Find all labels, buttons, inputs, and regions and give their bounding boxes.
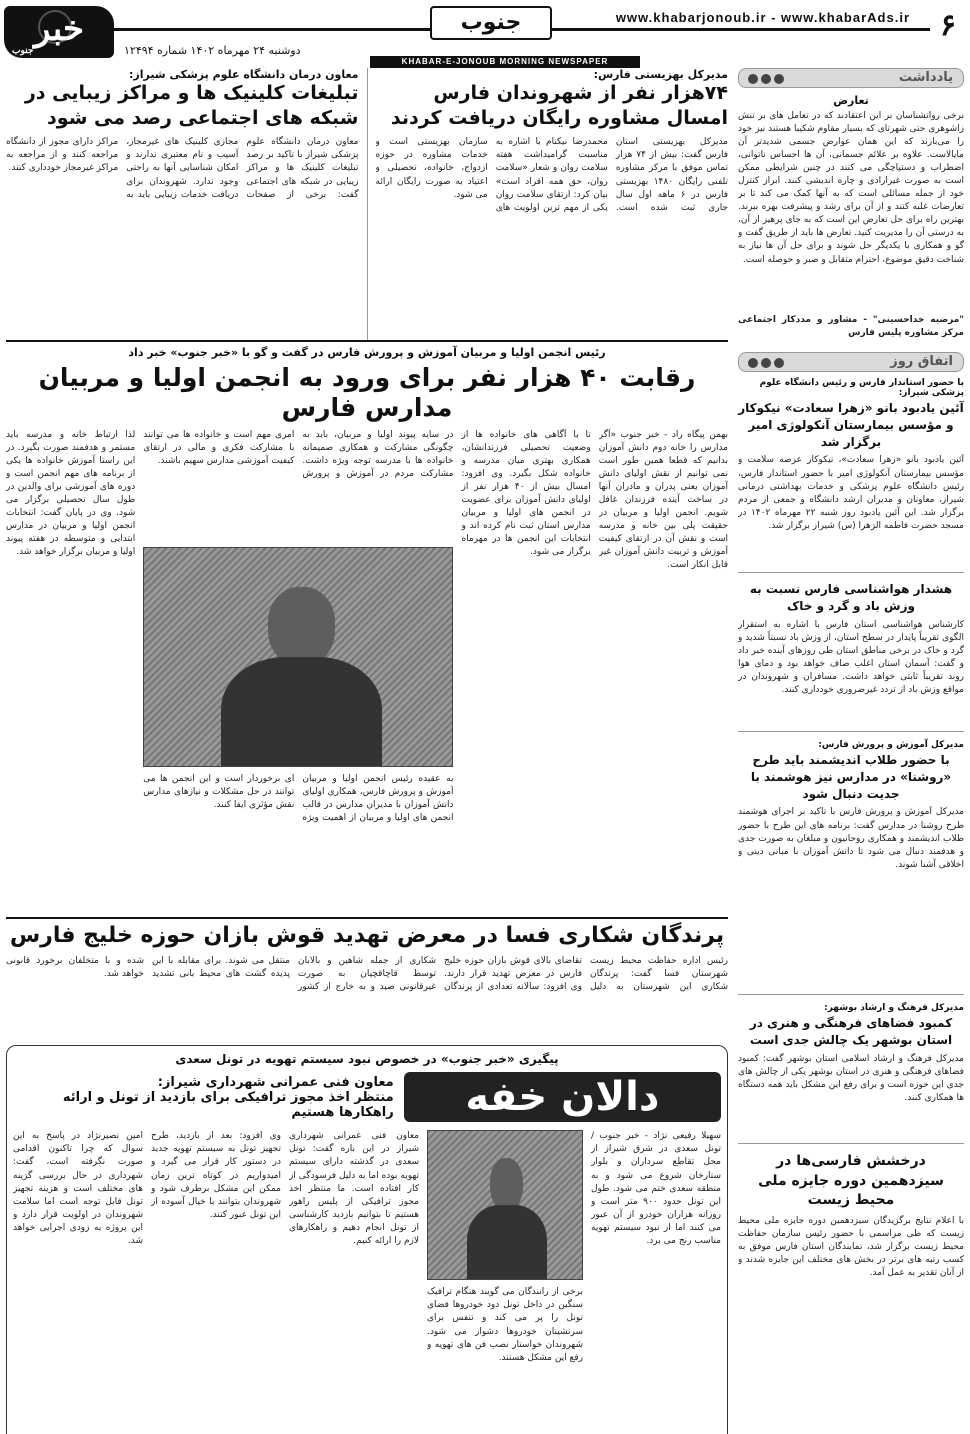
lead-photo-block	[143, 429, 453, 909]
story-right-kicker: مدیرکل بهزیستی فارس:	[593, 68, 728, 81]
masthead	[4, 6, 966, 58]
tunnel-body	[13, 1130, 721, 1434]
divider	[738, 1143, 964, 1144]
top-stories	[6, 68, 728, 340]
tunnel-photo	[427, 1130, 583, 1280]
section-title: جنوب	[430, 6, 552, 40]
globe-icon	[38, 10, 72, 44]
tunnel-subhead	[13, 1075, 394, 1120]
lead-body-1: بهمن پیگاه راد - خبر جنوب «آگر مدارس را خانه دوم دانش آموزان بدانیم که قطعا همین طور است نمی توانیم از نقش اولیای دانش آموزان یعنی پدران و مادران آنها در ساخت آینده فرزندان غافل شویم. انجمن اولیا و مربیان در حقیقت پلی بین خانه و مدرسه است و نقش آن در ارتقای کیفیت آموزش و تربیت دانش آموزان غیر قابل انکار است.	[598, 430, 728, 571]
story-right-body: مدیرکل بهزیستی استان فارس گفت: بیش از ۷۴ هزار تماس موفق با مرکز مشاوره تلفنی رایگان ۱۴۸۰ بهزیستی فارس در ۶ ماهه اول سال جاری ثبت شده است. محمدرضا نیکنام با اشاره به مناسبت گرامیداشت هفته سلامت روان و شعار «سلامت روان، حق همه افراد است» بیان کرد: ارتقای سلامت روان یکی از مهم ترین اولویت های سازمان بهزیستی است و خدمات مشاوره در حوزه ازدواج، خانواده، تحصیلی و اعتیاد به صورت رایگان ارائه می شود.	[375, 137, 728, 213]
main-column	[6, 68, 728, 1434]
story-left-body: معاون درمان دانشگاه علوم پزشکی شیراز با تاکید بر رصد تبلیغات کلینیک ها و مراکز زیبایی در شبکه های اجتماعی گفت: برخی از صفحات مجازی کلینیک های غیرمجاز، آسیب و نام معتبری ندارند و امکان شناسایی آنها به راحتی وجود ندارد. شهروندان برای دریافت خدمات زیبایی باید به مراکز دارای مجوز از دانشگاه مراجعه کنند و از مراجعه به مراکز غیرمجاز خودداری کنند.	[6, 137, 359, 200]
tunnel-body-5: امین نصیرنژاد در پاسخ به این سوال که چرا تاکنون اقدامی صورت نگرفته است، گفت: شهرداری در حال بررسی گزینه های مختلف است و هزینه تجهیز تونل قابل توجه است اما سلامت شهروندان در اولویت قرار دارد و این پروژه به زودی اجرایی خواهد شد.	[13, 1131, 143, 1246]
tunnel-sub-title: منتظر اخذ مجوز ترافیکی برای بازدید از تونل و ارائه راهکارها هستیم	[62, 1089, 394, 1120]
lead-title: رقابت ۴۰ هزار نفر برای ورود به انجمن اولیا و مربیان مدارس فارس	[38, 363, 696, 422]
notes-title: تعارض	[833, 94, 869, 107]
tunnel-body-3: معاون فنی عمرانی شهرداری شیراز در این باره گفت: تونل سعدی در گذشته دارای سیستم تهویه بوده اما به دلیل فرسودگی از کار افتاده است. ما منتظر اخذ مجوز ترافیکی از پلیس راهور هستیم تا بتوانیم بازدید کارشناسی از تونل انجام دهیم و راهکارهای لازم را ارائه کنیم.	[289, 1131, 419, 1246]
tunnel-kicker: پیگیری «خبر جنوب» در خصوص نبود سیستم تهویه در تونل سعدی	[175, 1052, 559, 1067]
body-shape	[221, 657, 381, 767]
event4-kicker: مدیرکل فرهنگ و ارشاد بوشهر:	[824, 1003, 964, 1014]
events-header	[738, 352, 964, 372]
divider	[738, 731, 964, 732]
lead-body-3: در سایه پیوند اولیا و مربیان، باید به چگونگی مشارکت و همکاری صمیمانه خانواده ها با مدرسه توجه ویژه داشت. مشارکت مردم در آموزش و پرورش امری مهم است و خانواده ها می توانند با مشارکت فکری و مالی در ارتقای کیفیت آموزشی مدارس سهیم باشند.	[143, 430, 454, 480]
events-header-label: اتفاق روز	[890, 354, 953, 370]
tunnel-head-row	[13, 1072, 721, 1122]
event3-body: مدیرکل آموزش و پرورش فارس با تاکید بر اجرای هوشمند طرح روشنا در مدارس گفت: برنامه های این طرح با حضور طلاب اندیشمند و همکاری روحانیون و مبلغان به صورت جدی و هدفمند دنبال می شود تا دانش آموزان با مبانی دینی و اخلاقی آشنا شوند.	[738, 807, 964, 870]
dots-icon	[745, 356, 784, 374]
lead-kicker: رئیس انجمن اولیا و مربیان آموزش و پرورش فارس در گفت و گو با «خبر جنوب» خبر داد	[128, 346, 606, 359]
logo-sub: جنوب	[12, 46, 34, 56]
face-shape	[490, 1158, 524, 1211]
birds-story	[6, 917, 728, 1037]
divider	[738, 572, 964, 573]
birds-body: رئیس اداره حفاظت محیط زیست شهرستان فسا گفت: پرندگان شکاری این شهرستان به دلیل تقاضای بالای قوش بازان حوزه خلیج فارس در معرض تهدید قرار دارند. وی افزود: سالانه تعدادی از پرندگان شکاری از جمله شاهین و بالابان توسط قاچاقچیان به صورت غیرقانونی صید و به خارج از کشور منتقل می شوند. برای مقابله با این پدیده گشت های محیط بانی تشدید شده و با متخلفان برخورد قانونی خواهد شد.	[6, 956, 728, 993]
lead-story	[6, 340, 728, 909]
birds-title: پرندگان شکاری فسا در معرض تهدید قوش بازان حوزه خلیج فارس	[9, 923, 725, 948]
story-right	[376, 68, 729, 340]
tunnel-big-title: دالان خفه	[404, 1072, 721, 1122]
lead-body-4: به عقیده رئیس انجمن اولیا و مربیان آموزش و پرورش فارس، همکاری اولیای دانش آموزان با مدیران مدارس در قالب انجمن های اولیا و مربیان از اهمیت ویژه ای برخوردار است و این انجمن ها می توانند در حل مشکلات و نیازهای مدارس نقش مؤثری ایفا کنند.	[143, 774, 454, 824]
english-banner: KHABAR-E-JONOUB MORNING NEWSPAPER	[370, 56, 640, 68]
event1-title: آئین یادبود بانو «زهرا سعادت» نیکوکار و مؤسس بیمارستان آنکولوژی امیر برگزار شد	[738, 401, 964, 449]
event5-title: درخشش فارسی‌ها در سیزدهمین دوره جایزه ملی محیط زیست	[758, 1153, 944, 1209]
body-shape	[467, 1205, 547, 1280]
lead-photo	[143, 547, 453, 767]
lead-body-5: لذا ارتباط خانه و مدرسه باید مستمر و هدفمند صورت بگیرد. در این راستا آموزش خانواده ها یکی از برنامه های مهم انجمن است و دوره های آموزشی برای والدین در طول سال تحصیلی برگزار می شود. وی در پایان گفت: انتخابات انجمن اولیا و مربیان در مدارس ابتدایی و متوسطه در هفته پیوند اولیا و مربیان برگزار خواهد شد.	[5, 430, 136, 558]
event3-title: با حضور طلاب اندیشمند باید طرح «روشنا» در مدارس نیز هوشمند با جدیت دنبال شود	[750, 753, 952, 801]
tunnel-sub-kicker: معاون فنی عمرانی شهرداری شیراز:	[157, 1074, 394, 1090]
event3-kicker: مدیرکل آموزش و پرورش فارس:	[818, 740, 964, 751]
event1-kicker: با حضور استاندار فارس و رئیس دانشگاه علوم پزشکی شیراز:	[759, 378, 964, 399]
event2-title: هشدار هواشناسی فارس نسبت به وزش باد و گرد و خاک	[749, 582, 953, 614]
tunnel-body-1: سهیلا رفیعی نژاد - خبر جنوب / تونل سعدی در شرق شیراز از محل تقاطع سرداران و بلوار ستارخان شروع می شود و به منطقه سعدی ختم می شود. طول این تونل حدود ۹۰۰ متر است و روزانه هزاران خودرو از آن عبور می کنند اما از نبود سیستم تهویه مناسب رنج می برد.	[591, 1131, 721, 1246]
event4-title: کمبود فضاهای فرهنگی و هنری در استان بوشهر یک چالش جدی است	[749, 1016, 953, 1048]
event5-body: با اعلام نتایج برگزیدگان سیزدهمین دوره جایزه ملی محیط زیست که طی مراسمی با حضور رئیس سازمان حفاظت محیط زیست برگزار شد، نمایندگان استان فارس موفق به کسب رتبه های برتر در بخش های مختلف این جایزه شدند و از آنان تقدیر به عمل آمد.	[738, 1215, 964, 1279]
event2-body: کارشناس هواشناسی استان فارس با اشاره به استقرار الگوی تقریباً پایدار در سطح استان، از وزش باد نسبتاً شدید و گرد و خاک در برخی مناطق استان طی روزهای آینده خبر داد و گفت: آسمان استان اغلب صاف خواهد بود و دمای هوا روند تقریباً ثابتی خواهد داشت. مسافران و شهروندان در مواقع وزش باد از تردد غیرضروری خودداری کنند.	[738, 620, 964, 696]
newspaper-logo	[4, 6, 114, 58]
event4-body: مدیرکل فرهنگ و ارشاد اسلامی استان بوشهر گفت: کمبود فضاهای فرهنگی و هنری در استان بوشهر یکی از چالش های جدی این حوزه است و برای رفع این مشکل باید همه دستگاه ها همکاری کنند.	[738, 1054, 964, 1104]
notes-header-label: یادداشت	[898, 70, 953, 85]
divider	[738, 994, 964, 995]
dots-icon	[745, 72, 784, 90]
notes-quote: "مرضیه خداحسینی" - مشاور و مددکار اجتماعی مرکز مشاوره پلیس فارس	[738, 315, 964, 339]
page-number: ۶	[930, 6, 966, 46]
issue-date: دوشنبه ۲۴ مهرماه ۱۴۰۲ شماره ۱۲۴۹۴	[124, 44, 301, 57]
face-shape	[268, 587, 336, 665]
lead-body-2: تا با آگاهی های خانواده ها از وضعیت تحصیلی فرزندانشان، همکاری بهتری میان مدرسه و خانواده شکل بگیرد. وی افزود: امسال بیش از ۴۰ هزار نفر از اولیای دانش آموزان برای عضویت در انجمن های اولیا و مربیان مدارس استان ثبت نام کرده اند و انتخابات این انجمن ها در مهرماه برگزار می شود.	[461, 430, 591, 558]
tunnel-body-2: برخی از رانندگان می گویند هنگام ترافیک سنگین در داخل تونل دود خودروها فضای تونل را پر می کند و تنفس برای سرنشینان خودروها دشوار می شود. شهروندان خواستار نصب فن های تهویه و رفع این مشکل هستند.	[427, 1287, 583, 1363]
event1-body: آئین یادبود بانو «زهرا سعادت»، نیکوکار عرصه سلامت و مؤسس بیمارستان آنکولوژی امیر با حضور استاندار فارس، رئیس دانشگاه علوم پزشکی و خدمات بهداشتی درمانی شیراز، معاونان و مدیران ارشد دانشگاه و جمعی از مردم برگزار شد. این آئین یادبود روز شنبه ۲۲ مهرماه ۱۴۰۲ در مسجد حضرت فاطمه الزهرا (س) شیراز برگزار شد.	[738, 455, 964, 531]
notes-body: برخی روانشناسان بر این اعتقادند که در تعامل های بر تنش زاشوهری حتی شهرتای که بسیار مقاوم شکیبا هستند نیز خود را می‌بازند که این همان عوارض جسمی شدیدتر آن مایالاست. علاوه بر علائم جسمانی، آن ها احساس ناتوانی، اضطراب و دستپاچگی می کنند در چنین شرایطی ممکن است به صورت غیرارادی و چاره اندیشی کنند. ابراز کنترل خود از جمله مسائلی است که به آنها کمک می کند تا بر تعارضات غلبه کنند و از آن برای رشد و پیشرفت بهره ببرند. بهترین راه برای حل تعارض این است که به جای پرهیز از آن، به درستی آن را مدیریت کنید. تعارض ها باید از طریق گفت و گو و همکاری با یکدیگر حل شوند و برای حل آن ها نیاز به شناخت دقیق موضوع، احترام متقابل و صبر و حوصله است.	[738, 111, 964, 265]
logo-text: خبر	[33, 9, 85, 49]
notes-header	[738, 68, 964, 88]
tunnel-body-4: وی افزود: بعد از بازدید، طرح تجهیز تونل به سیستم تهویه جدید در دستور کار قرار می گیرد و امیدواریم در کوتاه ترین زمان ممکن این مشکل برطرف شود و شهروندان بتوانند با خیال آسوده از این تونل عبور کنند.	[151, 1131, 281, 1220]
story-right-title: ۷۴هزار نفر از شهروندان فارس امسال مشاوره رایگان دریافت کردند	[390, 82, 728, 129]
story-left-kicker: معاون درمان دانشگاه علوم پزشکی شیراز:	[128, 68, 359, 81]
right-column	[738, 68, 964, 1385]
story-left-title: تبلیغات کلینیک ها و مراکز زیبایی در شبکه های اجتماعی رصد می شود	[24, 82, 359, 129]
story-left	[6, 68, 368, 340]
site-url[interactable]: www.khabarjonoub.ir - www.khabarAds.ir	[610, 10, 916, 25]
tunnel-photo-block	[427, 1130, 583, 1434]
tunnel-story	[6, 1045, 728, 1434]
